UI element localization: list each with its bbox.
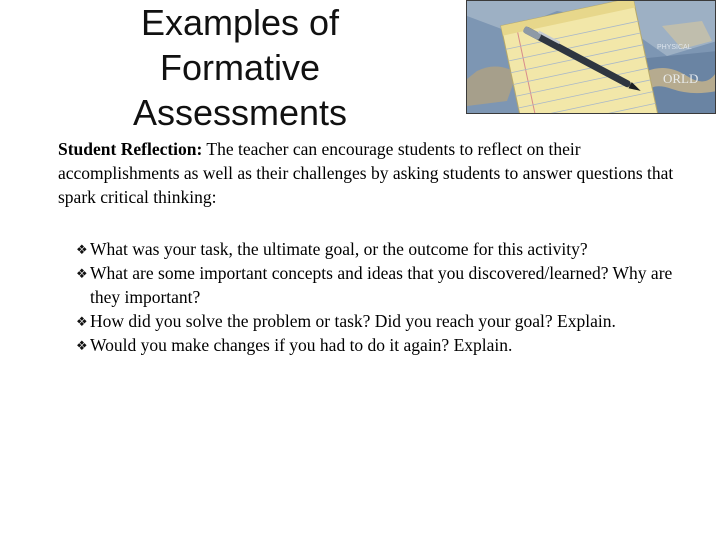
svg-text:ORLD: ORLD <box>663 71 699 86</box>
diamond-bullet-icon: ❖ <box>76 337 88 353</box>
student-reflection-paragraph <box>58 137 688 209</box>
question-text: How did you solve the problem or task? Did you reach your goal? Explain. <box>90 310 616 331</box>
svg-text:PHYSICAL: PHYSICAL <box>657 44 692 51</box>
diamond-bullet-icon: ❖ <box>76 313 88 329</box>
list-item <box>76 334 706 358</box>
notepad-photo <box>466 0 716 114</box>
question-text: What are some important concepts and ideas that you discovered/learned? Why are they important? <box>90 263 673 307</box>
question-text: Would you make changes if you had to do it again? Explain. <box>90 334 513 355</box>
notepad-pen-map-illustration <box>467 1 716 114</box>
title-line: Examples of <box>140 2 340 43</box>
slide-title <box>100 0 380 135</box>
title-line: Formative <box>159 47 321 88</box>
list-item <box>76 310 706 334</box>
list-item <box>76 262 706 309</box>
list-item <box>76 238 706 262</box>
reflection-questions-list <box>76 238 706 358</box>
diamond-bullet-icon: ❖ <box>76 242 88 257</box>
student-reflection-text: The teacher can encourage students to reflect on their accomplishments as well as their challenges by asking students to answer questions that spark critical thinking: <box>58 139 674 207</box>
diamond-bullet-icon: ❖ <box>76 266 88 281</box>
question-text: What was your task, the ultimate goal, or the outcome for this activity? <box>90 239 588 259</box>
student-reflection-label: Student Reflection: <box>58 139 203 159</box>
title-line: Assessments <box>132 92 348 133</box>
